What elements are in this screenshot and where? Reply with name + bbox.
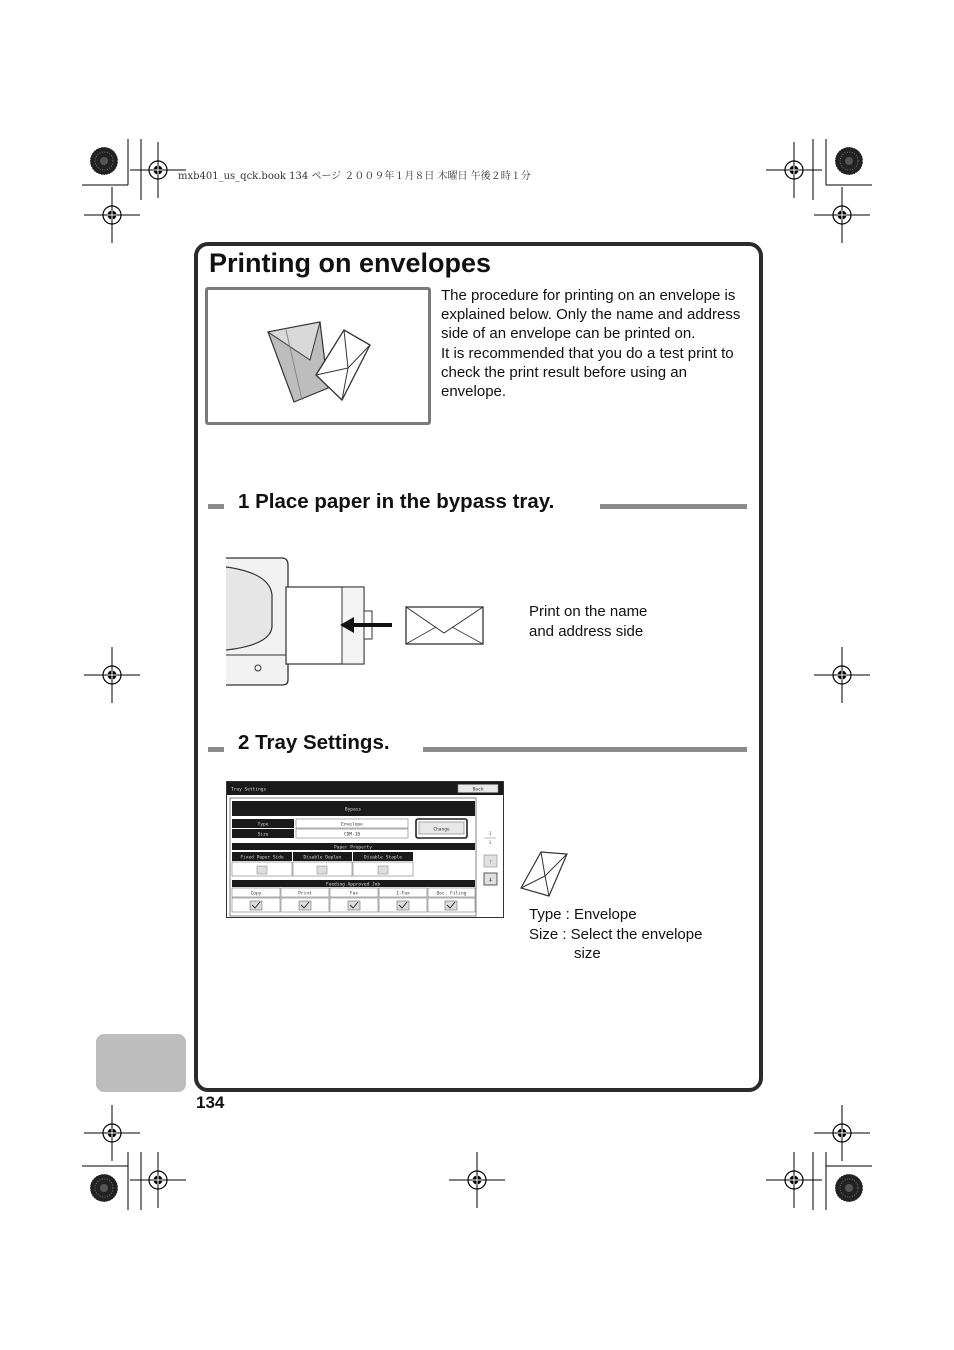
down-arrow-icon: ↓ [488, 875, 493, 884]
type-label: Type [257, 822, 269, 828]
job-label: I-Fax [396, 891, 410, 897]
step-bar-left [208, 504, 224, 509]
property-label: Disable Staple [364, 855, 402, 861]
change-button-label: Change [433, 827, 450, 833]
page-indicator-current: 1 [488, 832, 492, 837]
tray-settings-screen [226, 781, 504, 918]
envelopes-illustration [208, 290, 428, 422]
bypass-tray-illustration [226, 555, 488, 690]
step-1-caption [529, 602, 647, 641]
size-label: Size [257, 832, 269, 838]
page-number: 134 [196, 1093, 225, 1112]
step-1-title [238, 490, 554, 514]
step-title-text: Place paper in the bypass tray. [255, 490, 555, 513]
print-header: mxb401_us_qck.book 134 ページ ２００９年１月８日 木曜日 午後２時１分 [178, 171, 531, 182]
step-number: 2 [238, 731, 250, 754]
intro-paragraph: The procedure for printing on an envelope is explained below. Only the name and address side of an envelope can be printed on. [441, 287, 741, 343]
step-number: 1 [238, 490, 250, 513]
intro-paragraph: It is recommended that you do a test print to check the print result before using an envelope. [441, 344, 734, 401]
chapter-tab [96, 1034, 186, 1092]
step-bar-left [208, 747, 224, 752]
checkbox[interactable] [378, 866, 388, 874]
caption-line: size [574, 945, 601, 962]
caption-line: Type : Envelope [529, 906, 637, 923]
step-bar-right [600, 504, 747, 509]
job-label: Doc. Filing [436, 891, 467, 897]
checkbox[interactable] [257, 866, 267, 874]
step-2-caption [529, 905, 702, 964]
envelope-illustration-box [205, 287, 431, 425]
property-label: Fixed Paper Side [240, 855, 284, 861]
page-indicator-total: 1 [488, 841, 492, 846]
page-title: Printing on envelopes [209, 248, 492, 278]
caption-line: and address side [529, 622, 644, 640]
paper-property-label: Paper Property [334, 845, 372, 851]
type-value: Envelope [341, 822, 363, 828]
caption-line: Print on the name [529, 603, 648, 620]
bypass-label: Bypass [344, 807, 362, 813]
step-bar-right [423, 747, 747, 752]
step-2-title [238, 731, 390, 755]
step-title-text: Tray Settings. [255, 731, 390, 754]
property-label: Disable Duplex [303, 855, 342, 861]
envelope-icon [519, 850, 571, 900]
screen-title: Tray Settings [231, 787, 267, 793]
feeding-label: Feeding Approved Job [325, 882, 381, 888]
up-arrow-icon: ↑ [488, 857, 493, 866]
intro-text [441, 286, 747, 401]
job-label: Print [298, 891, 312, 897]
checkbox[interactable] [317, 866, 327, 874]
back-button-label: Back [472, 787, 484, 793]
job-label: Copy [250, 891, 262, 897]
size-value: COM-10 [343, 832, 361, 838]
job-label: Fax [349, 891, 359, 897]
caption-line: Size : Select the envelope [529, 925, 703, 943]
